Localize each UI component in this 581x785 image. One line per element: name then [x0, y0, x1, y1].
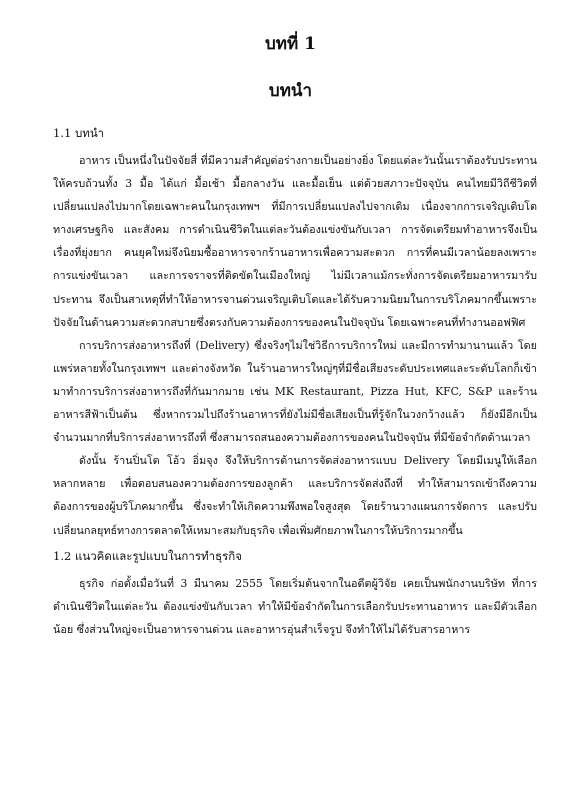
chapter-number: บทที่ 1 — [265, 34, 316, 54]
section-heading-1-1: 1.1 บทนำ — [53, 126, 105, 140]
section-heading-1-2: 1.2 แนวคิดและรูปแบบในการทำธุรกิจ — [53, 548, 242, 563]
chapter-title: บทนำ — [268, 81, 313, 101]
document-body — [53, 123, 537, 641]
paragraph: การบริการส่งอาหารถึงที่ (Delivery) ซึ่งจริงๆไม่ใช่วิธีการบริการใหม่ และมีการทำมานานแล้ว โดยแพร่หลายทั้งในกรุงเทพฯ และต่างจังหวัด ในร้านอาหารใหญ่ๆที่มีชื่อเสียงระดับประเทศและระดับโลกก็เข้ามาทำการบริการส่งอาหารถึงที่กันมากมาย เช่น MK Restaurant, Pizza Hut, KFC, S&P และร้านอาหารสีฟ้าเป็นต้น ซึ่งหากรวมไปถึงร้านอาหารที่ยังไม่มีชื่อเสียงเป็นที่รู้จักในวงกว้างแล้ว ก็ยังมีอีกเป็นจำนวนมากที่บริการส่งอาหารถึงที่ ซึ่งสามารถสนองความต้องการของคนในปัจจุบัน ที่มีข้อจำกัดด้านเวลา — [53, 338, 537, 445]
paragraph: ธุรกิจ ก่อตั้งเมื่อวันที่ 3 มีนาคม 2555 โดยเริ่มต้นจากในอดีตผู้วิจัย เคยเป็นพนักงานบริษัท ที่การดำเนินชีวิตในแต่ละวัน ต้องแข่งขันกับเวลา ทำให้มีข้อจำกัดในการเลือกรับประทานอาหาร และมีตัวเลือกน้อย ซึ่งส่วนใหญ่จะเป็นอาหารจานด่วน และอาหารอุ่นสำเร็จรูป จึงทำให้ไม่ได้รับสารอาหาร — [53, 576, 537, 636]
paragraph: ดังนั้น ร้านปิ่นโต โอ้ว อิ่มจุง จึงให้บริการด้านการจัดส่งอาหารแบบ Delivery โดยมีเมนูให้เลือกหลากหลาย เพื่อตอบสนองความต้องการของลูกค้า และบริการจัดส่งถึงที่ ทำให้สามารถเข้าถึงความต้องการของผู้บริโภคมากขึ้น ซึ่งจะทำให้เกิดความพึงพอใจสูงสุด โดยร้านวางแผนการจัดการ และปรับเปลี่ยนกลยุทธ์ทางการตลาดให้เหมาะสมกับธุรกิจ เพื่อเพิ่มศักยภาพในการให้บริการมากขึ้น — [53, 454, 537, 537]
paragraph: อาหาร เป็นหนึ่งในปัจจัยสี่ ที่มีความสำคัญต่อร่างกายเป็นอย่างยิ่ง โดยแต่ละวันนั้นเราต้องรับประทานให้ครบถ้วนทั้ง 3 มื้อ ได้แก่ มื้อเช้า มื้อกลางวัน และมื้อเย็น แต่ด้วยสภาวะปัจจุบัน คนไทยมีวิถีชีวิตที่เปลี่ยนแปลงไปมากโดยเฉพาะคนในกรุงเทพฯ ที่มีการเปลี่ยนแปลงไปจากเดิม เนื่องจากการเจริญเติบโตทางเศรษฐกิจ และสังคม การดำเนินชีวิตในแต่ละวันต้องแข่งขันกับเวลา การจัดเตรียมทำอาหารจึงเป็นเรื่องที่ยุ่งยาก คนยุคใหม่จึงนิยมซื้ออาหารจากร้านอาหารเพื่อความสะดวก การที่คนมีเวลาน้อยลงเพราะการแข่งขันเวลา และการจราจรที่ติดขัดในเมืองใหญ่ ไม่มีเวลาแม้กระทั่งการจัดเตรียมอาหารมารับประทาน จึงเป็นสาเหตุที่ทำให้อาหารจานด่วนเจริญเติบโตและได้รับความนิยมในการบริโภคมากขึ้นเพราะปัจจัยในด้านความสะดวกสบายซึ่งตรงกับความต้องการของคนในปัจจุบัน โดยเฉพาะคนที่ทำงานออฟฟิศ — [53, 154, 537, 329]
